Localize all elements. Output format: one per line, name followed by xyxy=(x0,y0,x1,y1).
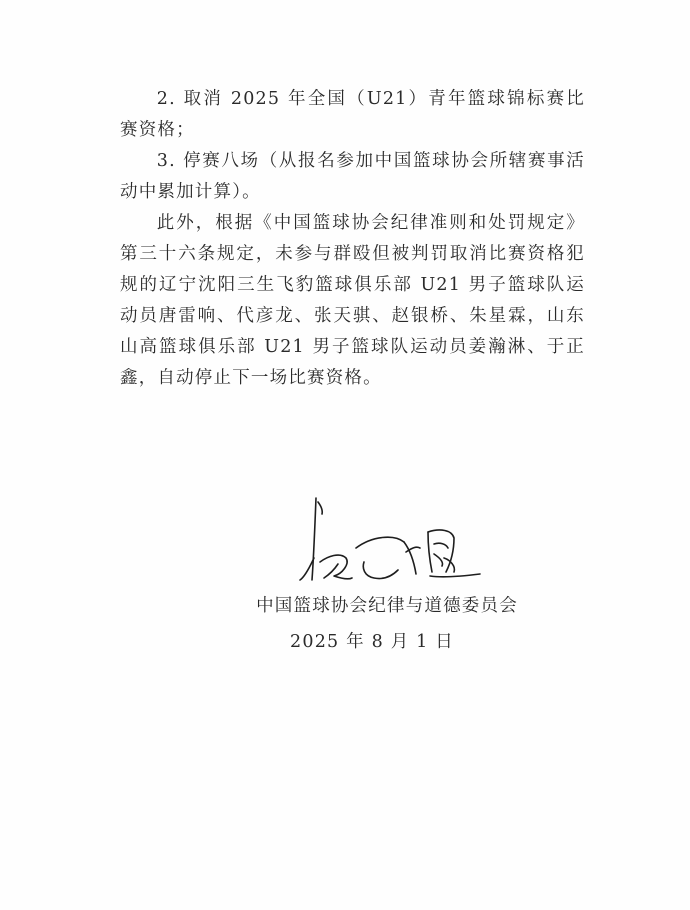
penalty-item-2: 2. 取消 2025 年全国（U21）青年篮球锦标赛比赛资格； xyxy=(120,89,585,140)
issue-date: 2025 年 8 月 1 日 xyxy=(290,632,454,652)
document-body xyxy=(120,84,585,394)
additional-ruling-paragraph: 此外，根据《中国篮球协会纪律准则和处罚规定》第三十六条规定，未参与群殴但被判罚取消比赛资格犯规的辽宁沈阳三生飞豹篮球俱乐部 U21 男子篮球队运动员唐雷响、代彦龙、张天骐、赵银桥、朱星霖，山东山高篮球俱乐部 U21 男子篮球队运动员姜瀚淋、于正鑫，自动停止下一场比赛资格。 xyxy=(120,213,585,388)
handwritten-signature xyxy=(294,492,494,592)
penalty-item-3: 3. 停赛八场（从报名参加中国篮球协会所辖赛事活动中累加计算）。 xyxy=(120,151,585,202)
issuing-organization: 中国篮球协会纪律与道德委员会 xyxy=(256,596,518,616)
